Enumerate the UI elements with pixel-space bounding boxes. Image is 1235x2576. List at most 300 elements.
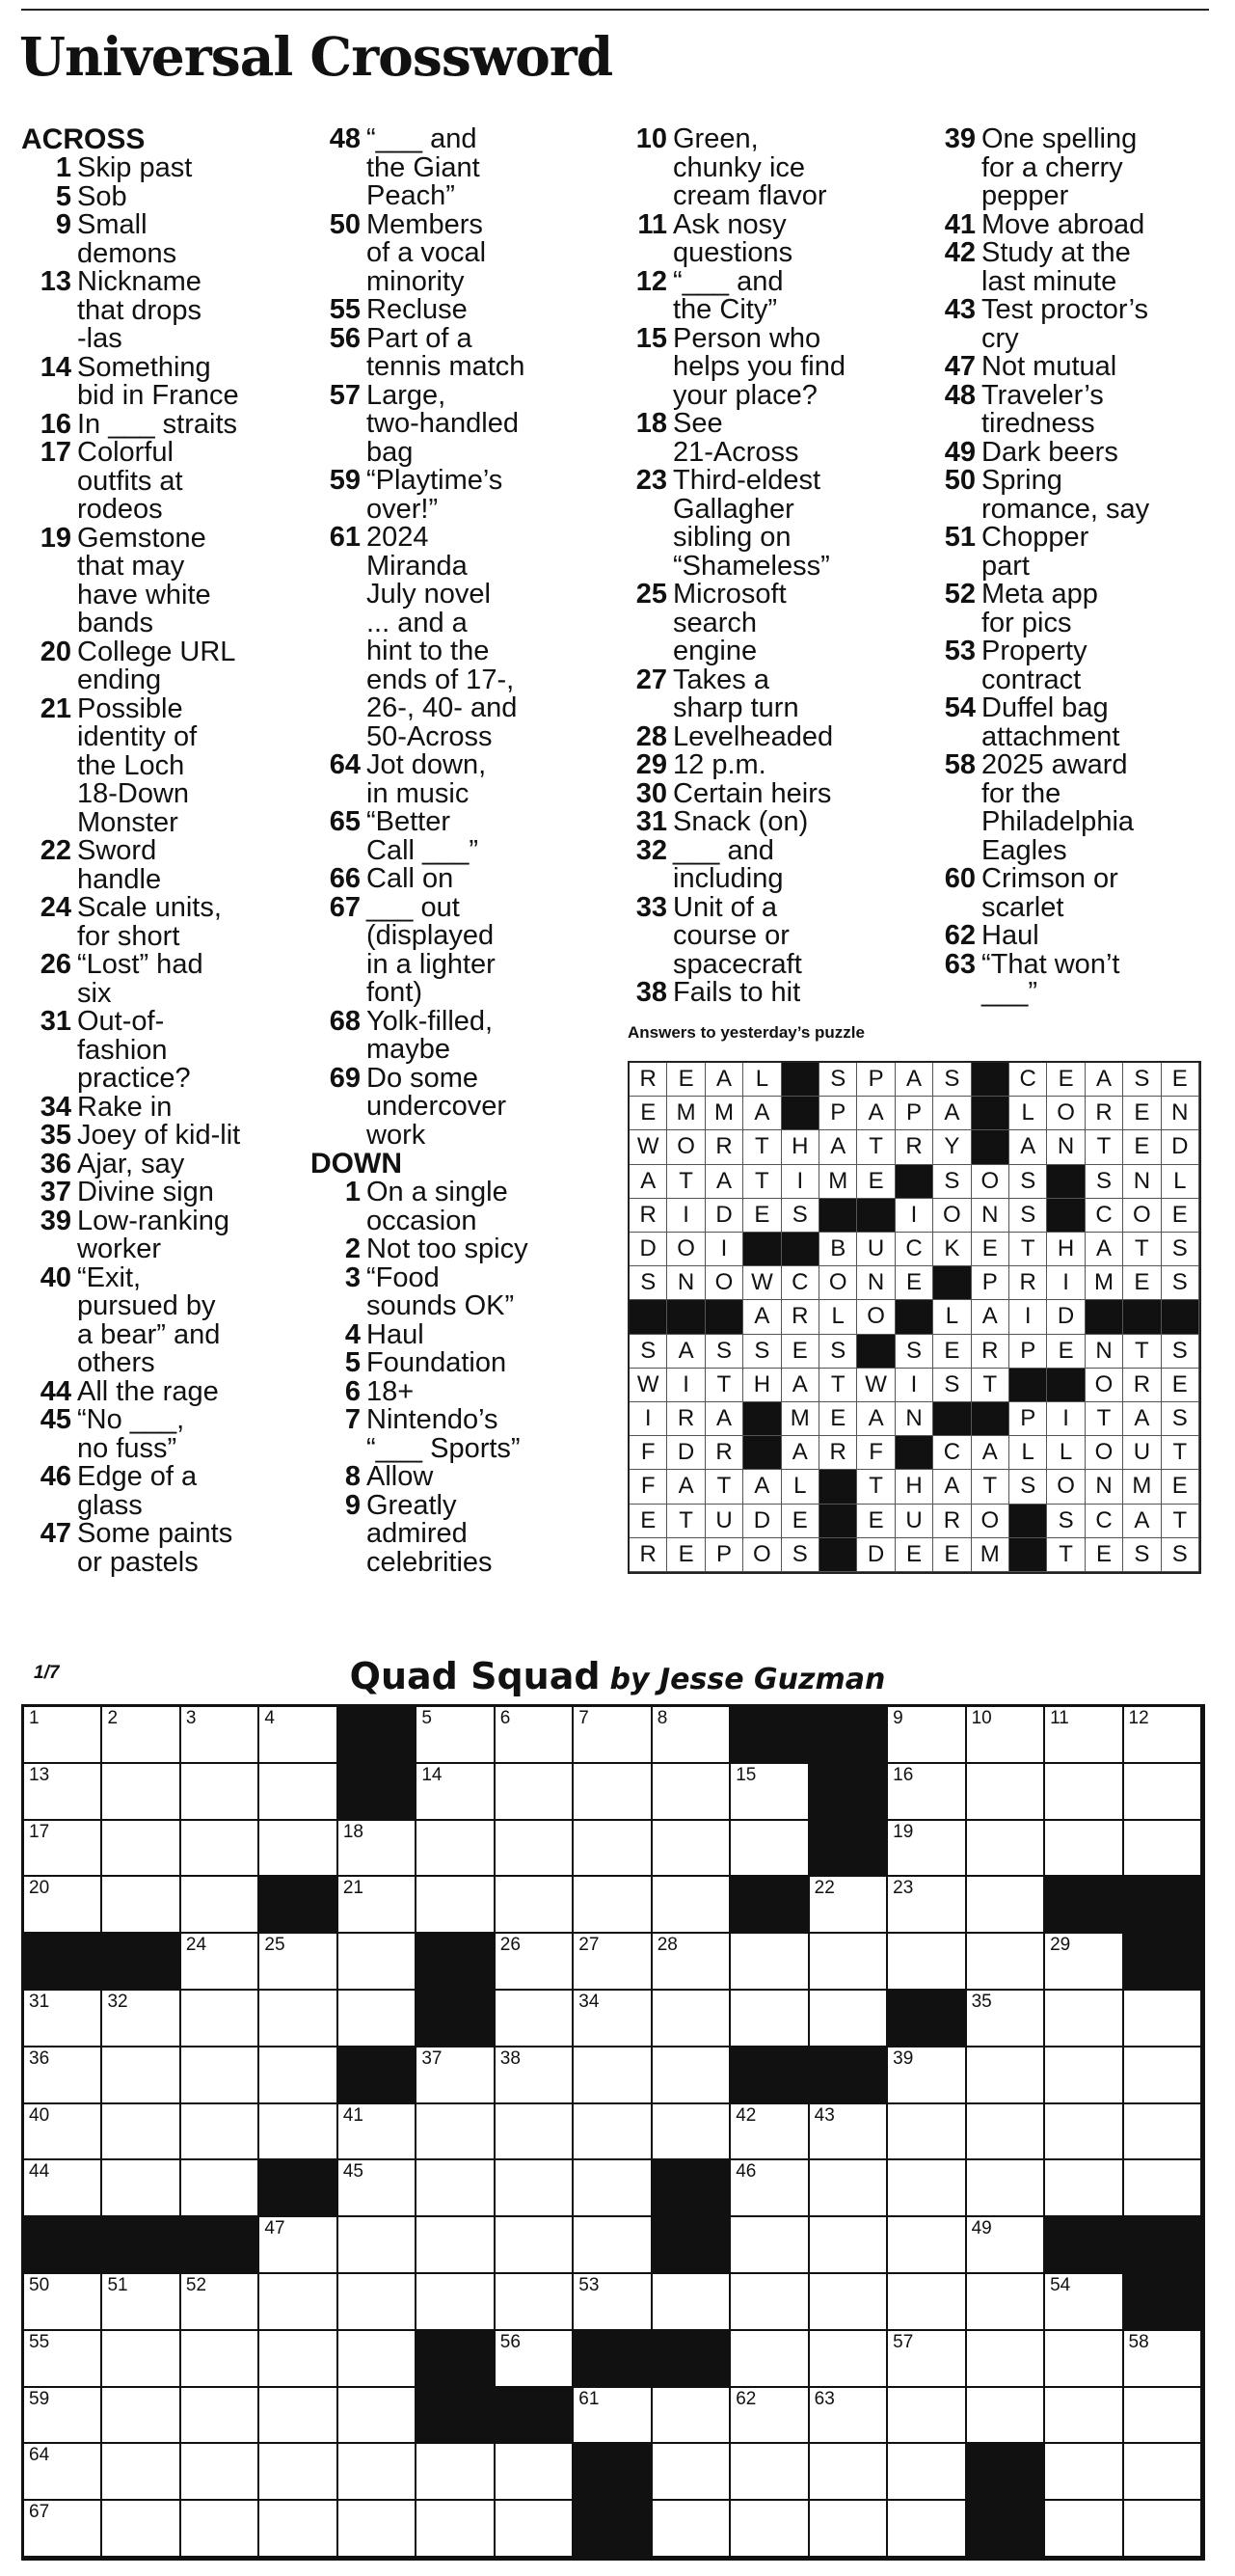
grid-cell[interactable]: [181, 2331, 259, 2388]
cell-number: 21: [342, 1878, 363, 1899]
grid-cell[interactable]: [259, 1991, 337, 2047]
grid-cell[interactable]: [259, 2444, 337, 2501]
clue-number: 19: [40, 522, 71, 554]
grid-cell[interactable]: [259, 2047, 337, 2104]
clue-text: Microsoft search engine: [673, 579, 787, 666]
answer-cell: A: [782, 1436, 819, 1470]
grid-cell[interactable]: [496, 1821, 574, 1878]
grid-cell[interactable]: [810, 1877, 888, 1934]
clue-text: “No ___, no fuss”: [77, 1404, 185, 1464]
grid-cell[interactable]: [338, 2274, 416, 2331]
grid-cell[interactable]: [496, 2331, 574, 2388]
down-clue: [926, 125, 1215, 211]
grid-cell[interactable]: [1124, 1991, 1202, 2047]
grid-cell[interactable]: [888, 1821, 966, 1878]
clue-text: Skip past: [77, 152, 193, 183]
grid-cell[interactable]: [24, 1764, 102, 1821]
grid-cell[interactable]: [888, 1877, 966, 1934]
clue-number: 52: [944, 579, 976, 610]
grid-cell[interactable]: [1124, 2104, 1202, 2161]
clue-number: 41: [944, 208, 976, 240]
grid-cell[interactable]: [967, 2331, 1045, 2388]
grid-cell[interactable]: [731, 2388, 809, 2445]
grid-cell[interactable]: [967, 2047, 1045, 2104]
grid-cell[interactable]: [888, 1934, 966, 1991]
grid-cell[interactable]: [653, 1707, 731, 1764]
grid-cell[interactable]: [653, 2388, 731, 2445]
grid-cell[interactable]: [574, 1934, 652, 1991]
grid-cell[interactable]: [181, 2047, 259, 2104]
answer-cell: A: [933, 1097, 971, 1130]
grid-cell[interactable]: [574, 2160, 652, 2217]
grid-cell[interactable]: [967, 2160, 1045, 2217]
grid-cell[interactable]: [967, 1764, 1045, 1821]
grid-cell[interactable]: [181, 1934, 259, 1991]
across-clue: [21, 1008, 332, 1094]
grid-cell[interactable]: [24, 2331, 102, 2388]
answer-cell: N: [1047, 1130, 1085, 1164]
grid-cell[interactable]: [731, 2274, 809, 2331]
answer-cell: N: [1086, 1470, 1123, 1504]
grid-cell[interactable]: [888, 2331, 966, 2388]
grid-cell[interactable]: [102, 2501, 180, 2558]
clue-number: 12: [635, 265, 667, 297]
grid-cell[interactable]: [967, 1821, 1045, 1878]
grid-cell[interactable]: [102, 2444, 180, 2501]
grid-cell[interactable]: [24, 2501, 102, 2558]
grid-cell[interactable]: [24, 1991, 102, 2047]
answer-cell: M: [972, 1538, 1009, 1572]
grid-cell[interactable]: [102, 1991, 180, 2047]
grid-cell[interactable]: [1124, 1764, 1202, 1821]
grid-cell[interactable]: [181, 2160, 259, 2217]
down-clue: [926, 239, 1215, 296]
grid-cell[interactable]: [810, 1991, 888, 2047]
grid-cell[interactable]: [810, 2444, 888, 2501]
grid-cell[interactable]: [1045, 1707, 1123, 1764]
grid-cell[interactable]: [1045, 2104, 1123, 2161]
grid-cell[interactable]: [574, 1877, 652, 1934]
grid-cell[interactable]: [888, 2047, 966, 2104]
answer-cell: E: [1123, 1266, 1161, 1300]
grid-cell[interactable]: [102, 2104, 180, 2161]
grid-cell[interactable]: [967, 1877, 1045, 1934]
grid-cell[interactable]: [338, 1934, 416, 1991]
cell-number: 17: [29, 1821, 50, 1842]
grid-cell[interactable]: [574, 1821, 652, 1878]
puzzle-date: 1/7: [34, 1663, 60, 1683]
grid-cell[interactable]: [181, 1707, 259, 1764]
answer-block: [667, 1300, 705, 1334]
answer-cell: S: [630, 1266, 667, 1300]
grid-cell[interactable]: [259, 2104, 337, 2161]
grid-cell[interactable]: [496, 2217, 574, 2274]
grid-cell[interactable]: [967, 2217, 1045, 2274]
grid-cell[interactable]: [574, 1707, 652, 1764]
grid-cell[interactable]: [731, 1934, 809, 1991]
grid-cell[interactable]: [967, 1707, 1045, 1764]
answer-cell: S: [896, 1335, 933, 1369]
answer-cell: E: [630, 1097, 667, 1130]
grid-cell[interactable]: [731, 1991, 809, 2047]
grid-cell[interactable]: [1124, 1821, 1202, 1878]
across-clue: [21, 1148, 332, 1180]
answer-cell: C: [1086, 1505, 1123, 1538]
grid-cell[interactable]: [653, 2047, 731, 2104]
grid-cell[interactable]: [967, 2388, 1045, 2445]
cell-number: 28: [657, 1935, 678, 1956]
grid-cell[interactable]: [416, 2160, 495, 2217]
answer-cell: O: [972, 1165, 1009, 1199]
grid-cell[interactable]: [338, 2388, 416, 2445]
answer-cell: P: [972, 1266, 1009, 1300]
grid-cell[interactable]: [102, 1707, 180, 1764]
answer-cell: A: [857, 1097, 895, 1130]
down-clue: [617, 777, 906, 809]
grid-cell[interactable]: [259, 2274, 337, 2331]
down-clue: [310, 1318, 600, 1350]
answer-cell: T: [819, 1369, 857, 1402]
grid-cell[interactable]: [496, 1764, 574, 1821]
grid-cell[interactable]: [496, 2160, 574, 2217]
grid-cell[interactable]: [496, 2047, 574, 2104]
across-clue: [310, 322, 600, 382]
grid-cell[interactable]: [181, 2501, 259, 2558]
grid-block: [1124, 2217, 1202, 2274]
across-clue: [21, 268, 332, 354]
grid-cell[interactable]: [259, 2501, 337, 2558]
grid-cell[interactable]: [338, 2217, 416, 2274]
answer-cell: E: [1123, 1097, 1161, 1130]
grid-cell[interactable]: [810, 2104, 888, 2161]
grid-cell[interactable]: [102, 2047, 180, 2104]
grid-cell[interactable]: [259, 2217, 337, 2274]
answer-cell: E: [1162, 1369, 1199, 1402]
cell-number: 20: [29, 1878, 50, 1899]
grid-cell[interactable]: [1045, 1991, 1123, 2047]
grid-cell[interactable]: [496, 1707, 574, 1764]
grid-cell[interactable]: [416, 2501, 495, 2558]
grid-cell[interactable]: [181, 2104, 259, 2161]
answer-cell: Y: [933, 1130, 971, 1164]
answer-cell: T: [1086, 1130, 1123, 1164]
grid-cell[interactable]: [416, 1821, 495, 1878]
grid-cell[interactable]: [810, 2331, 888, 2388]
grid-cell[interactable]: [416, 2444, 495, 2501]
grid-cell[interactable]: [259, 1707, 337, 1764]
grid-cell[interactable]: [574, 1764, 652, 1821]
grid-cell[interactable]: [653, 2274, 731, 2331]
answer-cell: E: [896, 1538, 933, 1572]
grid-cell[interactable]: [102, 2331, 180, 2388]
grid-cell[interactable]: [416, 1764, 495, 1821]
grid-cell[interactable]: [259, 2331, 337, 2388]
down-clue: [310, 1463, 600, 1492]
answer-cell: N: [1162, 1097, 1199, 1130]
grid-cell[interactable]: [24, 2047, 102, 2104]
grid-cell[interactable]: [1124, 2160, 1202, 2217]
grid-cell[interactable]: [102, 2274, 180, 2331]
clue-text: Third-eldest Gallagher sibling on “Shameless”: [673, 465, 830, 582]
answer-block: [1009, 1505, 1047, 1538]
grid-block: [496, 2388, 574, 2445]
grid-cell[interactable]: [888, 2217, 966, 2274]
down-clue: [926, 296, 1215, 353]
clue-number: 23: [635, 465, 667, 496]
answer-cell: W: [857, 1369, 895, 1402]
clue-text: See 21-Across: [673, 408, 799, 468]
grid-cell[interactable]: [24, 1821, 102, 1878]
grid-cell[interactable]: [1045, 2501, 1123, 2558]
clue-text: “Playtime’s over!”: [366, 465, 503, 525]
grid-cell[interactable]: [416, 2047, 495, 2104]
clue-text: “___ and the City”: [673, 265, 784, 325]
grid-cell[interactable]: [653, 2104, 731, 2161]
grid-cell[interactable]: [102, 2388, 180, 2445]
down-clue: [926, 353, 1215, 382]
across-heading: ACROSS: [21, 123, 146, 155]
answer-cell: I: [1047, 1266, 1085, 1300]
clue-text: Scale units, for short: [77, 892, 222, 952]
grid-cell[interactable]: [731, 2104, 809, 2161]
clue-number: 18: [635, 408, 667, 439]
clue-text: Jot down, in music: [366, 749, 487, 809]
answer-cell: O: [1086, 1369, 1123, 1402]
grid-cell[interactable]: [416, 2104, 495, 2161]
grid-cell[interactable]: [181, 2274, 259, 2331]
grid-cell[interactable]: [1045, 2388, 1123, 2445]
grid-cell[interactable]: [888, 2274, 966, 2331]
grid-cell[interactable]: [653, 1877, 731, 1934]
grid-cell[interactable]: [1045, 1764, 1123, 1821]
grid-cell[interactable]: [810, 1934, 888, 1991]
grid-cell[interactable]: [259, 2388, 337, 2445]
grid-cell[interactable]: [338, 2331, 416, 2388]
grid-cell[interactable]: [967, 1934, 1045, 1991]
clue-text: Fails to hit: [673, 977, 801, 1008]
grid-cell[interactable]: [416, 2274, 495, 2331]
grid-cell[interactable]: [888, 2388, 966, 2445]
cell-number: 54: [1050, 2274, 1071, 2295]
grid-cell[interactable]: [574, 2217, 652, 2274]
grid-cell[interactable]: [574, 2104, 652, 2161]
grid-cell[interactable]: [181, 1877, 259, 1934]
grid-cell[interactable]: [496, 1934, 574, 1991]
grid-cell[interactable]: [888, 2444, 966, 2501]
answer-block: [819, 1199, 857, 1233]
grid-cell[interactable]: [888, 2160, 966, 2217]
down-clue: [617, 410, 906, 467]
grid-cell[interactable]: [888, 1707, 966, 1764]
grid-cell[interactable]: [888, 2104, 966, 2161]
grid-cell[interactable]: [416, 1707, 495, 1764]
grid-cell[interactable]: [810, 2501, 888, 2558]
grid-cell[interactable]: [496, 2501, 574, 2558]
grid-cell[interactable]: [653, 1821, 731, 1878]
yesterday-answer-grid: [628, 1061, 1201, 1574]
grid-cell[interactable]: [731, 1764, 809, 1821]
answer-cell: T: [857, 1470, 895, 1504]
grid-cell[interactable]: [181, 1991, 259, 2047]
grid-cell[interactable]: [888, 1764, 966, 1821]
clue-text: “Better Call ___”: [366, 806, 479, 866]
grid-cell[interactable]: [24, 2274, 102, 2331]
grid-cell[interactable]: [653, 1934, 731, 1991]
answer-cell: T: [1162, 1505, 1199, 1538]
grid-cell[interactable]: [1045, 2444, 1123, 2501]
grid-cell[interactable]: [574, 2047, 652, 2104]
grid-cell[interactable]: [259, 1934, 337, 1991]
clue-number: 51: [944, 522, 976, 553]
grid-cell[interactable]: [259, 1821, 337, 1878]
grid-cell[interactable]: [1045, 2331, 1123, 2388]
grid-cell[interactable]: [496, 1877, 574, 1934]
answer-cell: P: [857, 1063, 895, 1097]
grid-cell[interactable]: [24, 1877, 102, 1934]
grid-cell[interactable]: [338, 2104, 416, 2161]
grid-cell[interactable]: [259, 1764, 337, 1821]
grid-block: [574, 2331, 652, 2388]
grid-cell[interactable]: [653, 2444, 731, 2501]
grid-block: [416, 2388, 495, 2445]
grid-cell[interactable]: [1124, 2444, 1202, 2501]
grid-cell[interactable]: [1045, 2047, 1123, 2104]
grid-cell[interactable]: [810, 2160, 888, 2217]
grid-block: [1124, 1934, 1202, 1991]
grid-cell[interactable]: [1124, 2047, 1202, 2104]
grid-cell[interactable]: [731, 2444, 809, 2501]
clue-number: 53: [944, 636, 976, 666]
answer-cell: T: [857, 1130, 895, 1164]
grid-cell[interactable]: [338, 1821, 416, 1878]
answer-cell: S: [1162, 1233, 1199, 1266]
clue-text: 2024 Miranda July novel ... and a hint to the ends of 17-, 26-, 40- and 50-Across: [366, 522, 518, 752]
grid-cell[interactable]: [338, 1877, 416, 1934]
clue-text: “___ and the Giant Peach”: [366, 123, 480, 211]
grid-cell[interactable]: [102, 1764, 180, 1821]
grid-cell[interactable]: [416, 1877, 495, 1934]
grid-cell[interactable]: [1045, 1821, 1123, 1878]
clue-number: 55: [329, 294, 361, 325]
grid-cell[interactable]: [574, 2388, 652, 2445]
answer-cell: S: [1123, 1538, 1161, 1572]
answer-cell: I: [630, 1402, 667, 1436]
grid-cell[interactable]: [1124, 1707, 1202, 1764]
grid-cell[interactable]: [574, 1991, 652, 2047]
grid-cell[interactable]: [338, 1991, 416, 2047]
grid-cell[interactable]: [888, 2501, 966, 2558]
grid-cell[interactable]: [1045, 2160, 1123, 2217]
grid-cell[interactable]: [731, 2331, 809, 2388]
answer-block: [933, 1266, 971, 1300]
clue-text: Call on: [366, 863, 454, 894]
answer-cell: S: [819, 1063, 857, 1097]
grid-cell[interactable]: [102, 2160, 180, 2217]
grid-cell[interactable]: [967, 2104, 1045, 2161]
grid-cell[interactable]: [24, 2104, 102, 2161]
grid-cell[interactable]: [731, 2217, 809, 2274]
answer-cell: I: [667, 1199, 705, 1233]
grid-cell[interactable]: [181, 2388, 259, 2445]
grid-cell[interactable]: [1045, 1934, 1123, 1991]
grid-cell[interactable]: [102, 1821, 180, 1878]
grid-cell[interactable]: [1124, 2388, 1202, 2445]
grid-cell[interactable]: [967, 1991, 1045, 2047]
down-clue: [617, 834, 906, 894]
grid-block: [810, 1707, 888, 1764]
grid-cell[interactable]: [967, 2274, 1045, 2331]
answer-cell: T: [1123, 1233, 1161, 1266]
grid-cell[interactable]: [731, 1821, 809, 1878]
grid-cell[interactable]: [181, 2444, 259, 2501]
grid-cell[interactable]: [496, 2274, 574, 2331]
cell-number: 34: [578, 1991, 600, 2012]
cell-number: 9: [893, 1708, 903, 1728]
clue-text: Members of a vocal minority: [366, 208, 487, 297]
answer-cell: H: [1047, 1233, 1085, 1266]
grid-cell[interactable]: [181, 1764, 259, 1821]
grid-cell[interactable]: [1124, 2331, 1202, 2388]
cell-number: 62: [736, 2388, 757, 2409]
clue-text: Ask nosy questions: [673, 208, 793, 268]
answer-cell: A: [1086, 1063, 1123, 1097]
answer-block: [933, 1402, 971, 1436]
grid-cell[interactable]: [1045, 2274, 1123, 2331]
clue-text: “That won’t ___”: [981, 948, 1120, 1008]
grid-cell[interactable]: [731, 2501, 809, 2558]
grid-cell[interactable]: [653, 1764, 731, 1821]
clue-number: 9: [344, 1489, 361, 1521]
clue-text: 2025 award for the Philadelphia Eagles: [981, 749, 1135, 866]
grid-cell[interactable]: [810, 2217, 888, 2274]
answer-cell: P: [896, 1097, 933, 1130]
answer-cell: B: [819, 1233, 857, 1266]
cell-number: 36: [29, 2047, 50, 2069]
clue-number: 47: [944, 351, 976, 382]
grid-cell[interactable]: [338, 2501, 416, 2558]
answer-cell: O: [667, 1233, 705, 1266]
grid-cell[interactable]: [24, 2388, 102, 2445]
grid-cell[interactable]: [24, 2160, 102, 2217]
answer-block: [972, 1130, 1009, 1164]
clue-number: 28: [635, 720, 667, 752]
answer-cell: E: [782, 1505, 819, 1538]
grid-cell[interactable]: [496, 2444, 574, 2501]
grid-cell[interactable]: [338, 2444, 416, 2501]
grid-cell[interactable]: [810, 2388, 888, 2445]
grid-cell[interactable]: [574, 2274, 652, 2331]
grid-cell[interactable]: [24, 1707, 102, 1764]
cell-number: 59: [29, 2388, 50, 2409]
answer-block: [743, 1402, 781, 1436]
grid-cell[interactable]: [810, 2274, 888, 2331]
cell-number: 15: [736, 1764, 757, 1785]
grid-cell[interactable]: [653, 1991, 731, 2047]
grid-cell[interactable]: [24, 2444, 102, 2501]
grid-cell[interactable]: [1124, 2501, 1202, 2558]
grid-cell[interactable]: [653, 2501, 731, 2558]
grid-cell[interactable]: [496, 1991, 574, 2047]
clue-text: Divine sign: [77, 1177, 214, 1207]
grid-cell[interactable]: [181, 1821, 259, 1878]
grid-cell[interactable]: [102, 1877, 180, 1934]
grid-cell[interactable]: [496, 2104, 574, 2161]
grid-cell[interactable]: [416, 2217, 495, 2274]
grid-cell[interactable]: [338, 2160, 416, 2217]
clue-number: 3: [344, 1261, 361, 1293]
answer-cell: N: [896, 1402, 933, 1436]
grid-cell[interactable]: [731, 2160, 809, 2217]
